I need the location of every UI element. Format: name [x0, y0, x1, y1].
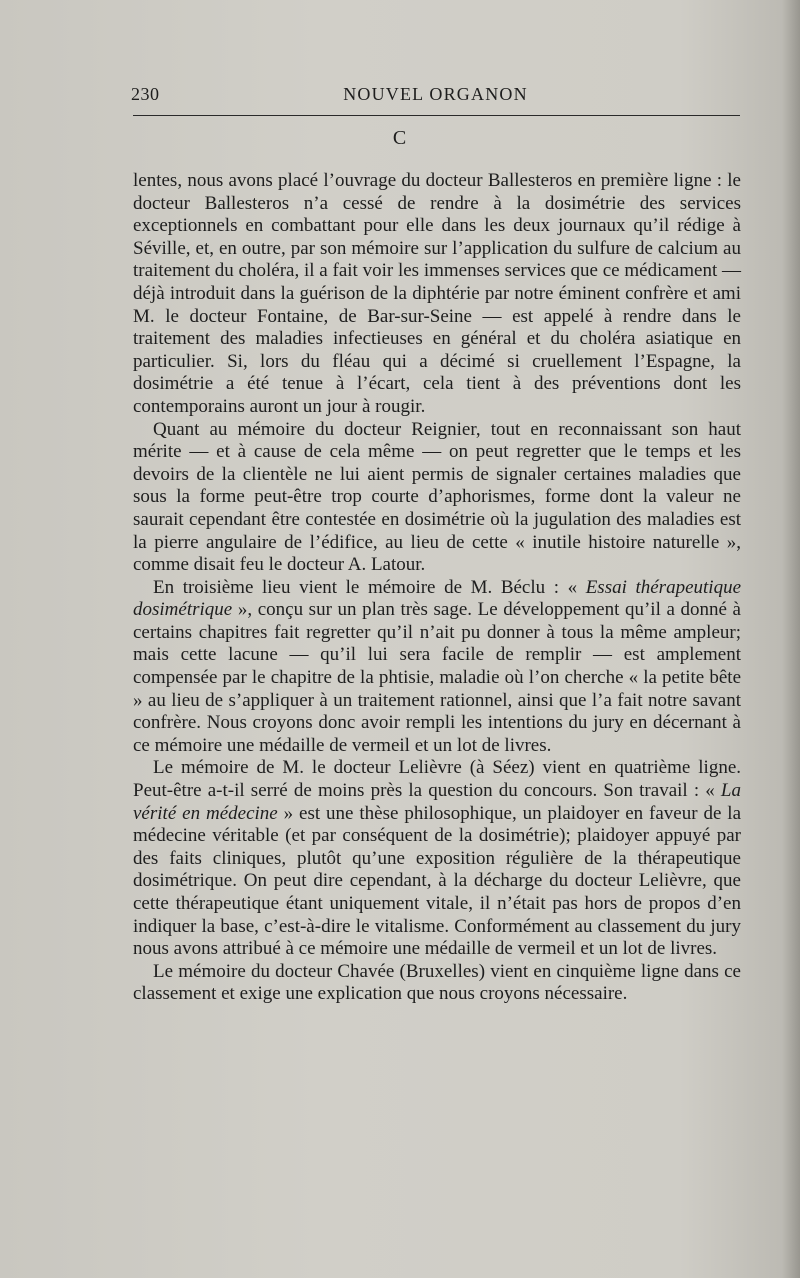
paragraph-3-before: En troisième lieu vient le mémoire de M. Béclu : « — [153, 576, 586, 598]
paragraph-2: Quant au mémoire du docteur Reignier, tout en reconnaissant son haut mérite — et à cause de cela même — on peut regretter que le temps et les devoirs de la clientèle ne lui aient permis de signaler certaines maladies que sous la forme peut-être trop courte d’aphorismes, forme dont la valeur ne saurait cependant être contestée en dosimétrie où la jugulation des maladies est la pierre angulaire de l’édifice, au lieu de cette « inutile histoire naturelle », comme disait feu le docteur A. Latour. — [133, 418, 741, 576]
page-header — [131, 84, 740, 110]
paragraph-4-after: » est une thèse philosophique, un plaidoyer en faveur de la médecine véritable (et par conséquent de la dosimétrie); plaidoyer appuyé par des faits cliniques, plutôt qu’une exposition régulière de la thérapeutique dosimétrique. On peut dire cependant, à la décharge du docteur Lelièvre, que cette thérapeutique étant uniquement vitale, il n’était pas hors de propos d’en indiquer la base, c’est-à-dire le vitalisme. Conformément au classement du jury nous avons attribué à ce mémoire une médaille de vermeil et un lot de livres. — [133, 802, 742, 960]
paragraph-4 — [133, 757, 741, 960]
paragraph-3 — [133, 577, 741, 758]
header-rule — [133, 115, 740, 116]
paragraph-1: lentes, nous avons placé l’ouvrage du docteur Ballesteros en première ligne : le docteur Ballesteros n’a cessé de rendre à la dosimétrie des services exceptionnels en combattant pour elle dans les deux journaux qu’il rédige à Séville, et, en outre, par son mémoire sur l’application du sulfure de calcium au traitement du choléra, il a fait voir les immenses services que ce médicament — déjà introduit dans la guérison de la diphtérie par notre éminent confrère et ami M. le docteur Fontaine, de Bar-sur-Seine — est appelé à rendre dans le traitement des maladies infectieuses en général et du choléra asiatique en particulier. Si, lors du fléau qui a décimé si cruellement l’Espagne, la dosimétrie a été tenue à l’écart, cela tient à des préventions dont les contemporains auront un jour à rougir. — [133, 170, 741, 417]
paragraph-4-title: La vérité en médecine — [133, 780, 741, 824]
paragraph-5: Le mémoire du docteur Chavée (Bruxelles) vient en cinquième ligne dans ce classement et exige une explication que nous croyons nécessaire. — [133, 960, 741, 1005]
paragraph-3-title: Essai thérapeutique dosimétrique — [133, 576, 741, 621]
page-number: 230 — [131, 84, 160, 104]
body-text — [133, 170, 741, 1006]
signature-mark: C — [392, 127, 408, 149]
page-edge-shadow — [782, 0, 800, 1278]
running-title: NOUVEL ORGANON — [343, 84, 528, 104]
paragraph-4-before: Le mémoire de M. le docteur Lelièvre (à Séez) vient en quatrième ligne. Peut-être a-t-il serré de moins près la question du concours. Son travail : « — [133, 757, 741, 802]
paragraph-3-after: », conçu sur un plan très sage. Le développement qu’il a donné à certains chapitres fait regretter qu’il n’ait pu donner à tous la même ampleur; mais cette lacune — qu’il lui sera facile de remplir — est amplement compensée par le chapitre de la phtisie, maladie où l’on cherche « la petite bête » au lieu de s’appliquer à un traitement rationnel, ainsi que l’a fait notre savant confrère. Nous croyons donc avoir rempli les intentions du jury en décernant à ce mémoire une médaille de vermeil et un lot de livres. — [133, 599, 741, 756]
